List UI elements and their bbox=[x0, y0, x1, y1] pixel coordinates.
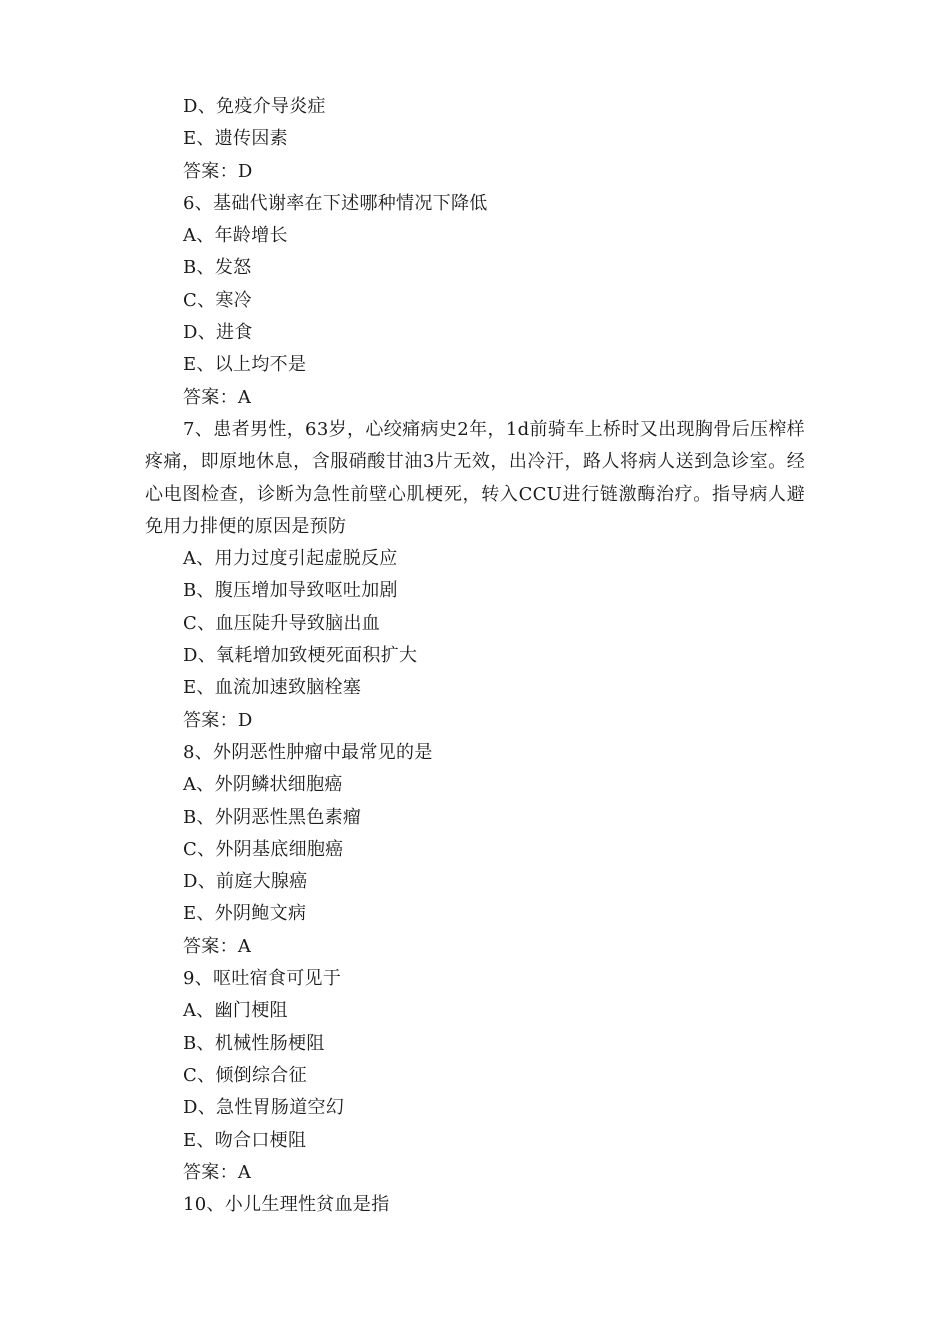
document-body bbox=[145, 91, 805, 1221]
answer-line: 答案：D bbox=[183, 160, 253, 182]
option-line: C、倾倒综合征 bbox=[183, 1064, 307, 1086]
option-line: E、吻合口梗阻 bbox=[183, 1129, 307, 1151]
option-line: B、腹压增加导致呕吐加剧 bbox=[183, 580, 398, 602]
option-line: D、氧耗增加致梗死面积扩大 bbox=[183, 645, 418, 667]
option-line: D、急性胃肠道空幻 bbox=[183, 1097, 345, 1119]
answer-line: 答案：A bbox=[183, 935, 252, 957]
answer-line: 答案：A bbox=[183, 386, 252, 408]
option-line: D、进食 bbox=[183, 322, 253, 344]
question-6: 6、基础代谢率在下述哪种情况下降低 bbox=[183, 192, 488, 214]
option-line: A、年龄增长 bbox=[183, 225, 288, 247]
option-line: D、免疫介导炎症 bbox=[183, 96, 326, 117]
option-line: E、血流加速致脑栓塞 bbox=[183, 677, 362, 699]
option-line: A、幽门梗阻 bbox=[183, 1000, 288, 1022]
question-8: 8、外阴恶性肿瘤中最常见的是 bbox=[183, 741, 433, 763]
option-line: D、前庭大腺癌 bbox=[183, 871, 308, 893]
question-9: 9、呕吐宿食可见于 bbox=[183, 968, 342, 990]
option-line: E、外阴鲍文病 bbox=[183, 903, 307, 925]
question-7: 7、患者男性，63岁，心绞痛病史2年，1d前骑车上桥时又出现胸骨后压榨样疼痛，即原地休息，含服硝酸甘油3片无效，出冷汗，路人将病人送到急诊室。经心电图检查，诊断为急性前壁心肌梗死，转入CCU进行链激酶治疗。指导病人避免用力排便的原因是预防 bbox=[145, 418, 805, 537]
option-line: B、机械性肠梗阻 bbox=[183, 1032, 325, 1054]
option-line: A、用力过度引起虚脱反应 bbox=[183, 548, 398, 570]
answer-line: 答案：D bbox=[183, 709, 253, 731]
answer-line: 答案：A bbox=[183, 1161, 252, 1183]
option-line: E、遗传因素 bbox=[183, 128, 288, 150]
option-line: B、外阴恶性黑色素瘤 bbox=[183, 806, 362, 828]
option-line: A、外阴鳞状细胞癌 bbox=[183, 774, 343, 796]
option-line: E、以上均不是 bbox=[183, 354, 307, 376]
option-line: C、外阴基底细胞癌 bbox=[183, 838, 344, 860]
option-line: B、发怒 bbox=[183, 257, 252, 279]
question-10: 10、小儿生理性贫血是指 bbox=[183, 1194, 390, 1216]
option-line: C、寒冷 bbox=[183, 289, 252, 311]
option-line: C、血压陡升导致脑出血 bbox=[183, 612, 381, 634]
